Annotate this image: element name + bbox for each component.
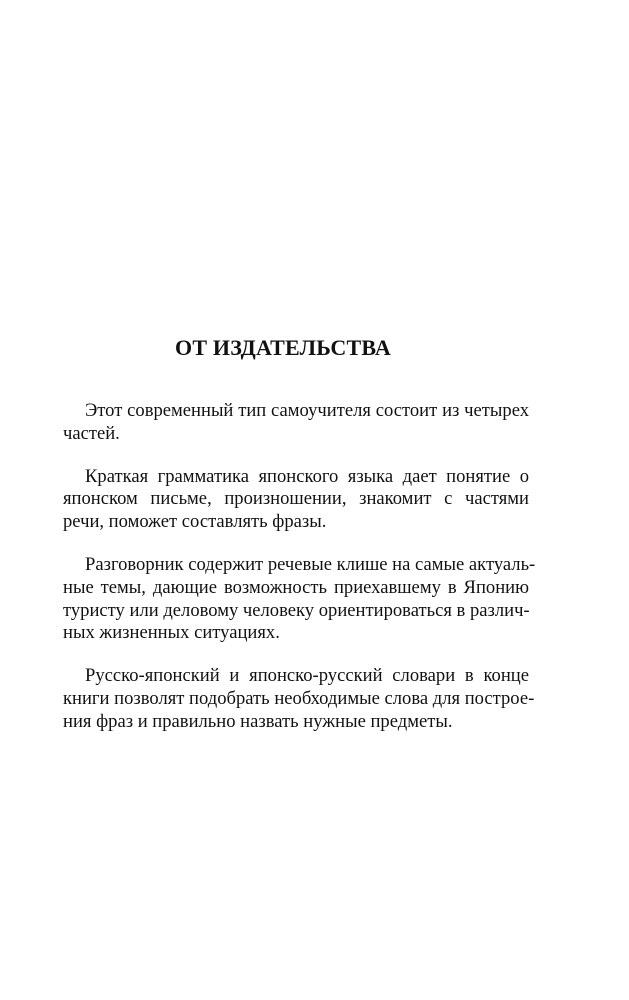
paragraph-line: ные темы, дающие возможность приехавшему в Японию [63,576,529,598]
paragraph-line: японском письме, произношении, знакомит с частями [63,488,529,510]
paragraph-line: речи, поможет составлять фразы. [63,511,327,533]
paragraph-line: туристу или деловому человеку ориентироваться в различ- [63,599,530,621]
paragraph-line: ния фраз и правильно назвать нужные предметы. [63,710,453,732]
paragraph-2 [63,466,529,534]
paragraph-line: ных жизненных ситуациях. [63,622,280,644]
paragraph-line: книги позволят подобрать необходимые слова для построе- [63,687,535,709]
paragraph-line: Русско-японский и японско-русский словари в конце [85,665,529,687]
paragraph-line: Краткая грамматика японского языка дает понятие о [85,465,529,487]
paragraph-1 [63,400,529,446]
page-title: ОТ ИЗДАТЕЛЬСТВА [175,335,391,360]
paragraph-4 [63,665,535,733]
paragraph-line: Этот современный тип самоучителя состоит из четырех [85,400,529,421]
paragraph-line: Разговорник содержит речевые клише на самые актуаль- [85,553,536,575]
paragraph-line: частей. [63,422,120,444]
paragraph-3 [63,553,536,645]
body-text [63,400,536,754]
